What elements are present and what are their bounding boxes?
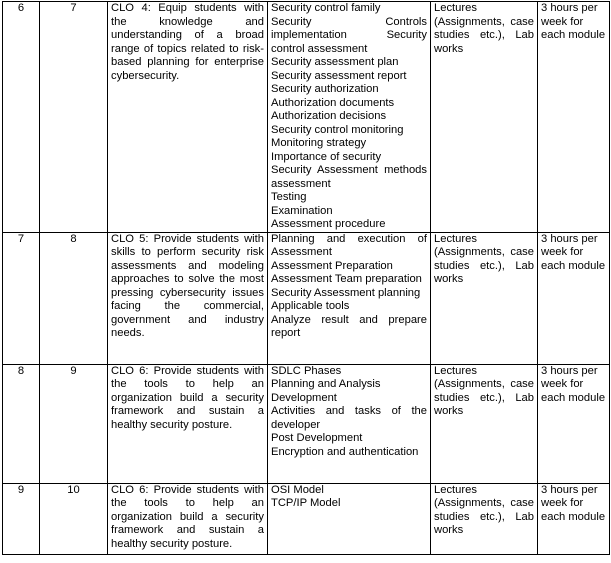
topic-item: Security Controls implementation Security control assessment: [271, 15, 427, 55]
topic-item: Assessment procedure: [271, 218, 386, 230]
topic-item: Analyze result and prepare report: [271, 313, 427, 339]
topic-item: Applicable tools: [271, 300, 350, 312]
clo-cell: CLO 4: Equip students with the knowledge and understanding of a broad range of topics related to risk-based planning for enterprise cybersecurity.: [108, 2, 268, 233]
table-row: [3, 364, 610, 483]
table-row: [3, 483, 610, 554]
week-cell: 8: [3, 364, 40, 483]
topic-item: TCP/IP Model: [271, 497, 341, 509]
topic-item: Security assessment report: [271, 69, 407, 82]
topic-item: Security control family: [271, 2, 381, 14]
topic-item: Post Development: [271, 432, 363, 444]
topic-item: Security control monitoring: [271, 123, 404, 136]
hours-cell: 3 hours per week for each module: [538, 232, 610, 364]
lecture-cell: 7: [40, 2, 108, 233]
clo-cell: CLO 5: Provide students with skills to perform security risk assessments and modeling approaches to solve the most pressing cybersecurity issues facing the commercial, government and industry needs.: [108, 232, 268, 364]
hours-cell: 3 hours per week for each module: [538, 364, 610, 483]
topics-cell: [268, 364, 431, 483]
topic-item: OSI Model: [271, 483, 324, 496]
teaching-method-cell: Lectures (Assignments, case studies etc.), Lab works: [431, 364, 538, 483]
hours-cell: 3 hours per week for each module: [538, 2, 610, 233]
teaching-method-cell: Lectures (Assignments, case studies etc.), Lab works: [431, 483, 538, 554]
topic-item: Activities and tasks of the developer: [271, 405, 427, 431]
topic-item: Examination: [271, 204, 333, 217]
topics-cell: [268, 483, 431, 554]
topic-item: Importance of security: [271, 150, 382, 163]
topic-item: Authorization documents: [271, 96, 395, 109]
teaching-method-cell: Lectures (Assignments, case studies etc.), Lab works: [431, 232, 538, 364]
topics-cell: [268, 2, 431, 233]
topic-item: Assessment Preparation: [271, 259, 393, 272]
teaching-method-cell: Lectures (Assignments, case studies etc.), Lab works: [431, 2, 538, 233]
table-row: [3, 2, 610, 233]
lecture-cell: 9: [40, 364, 108, 483]
topics-cell: [268, 232, 431, 364]
week-cell: 7: [3, 232, 40, 364]
clo-cell: CLO 6: Provide students with the tools to help an organization build a security framework and sustain a healthy security posture.: [108, 483, 268, 554]
lecture-cell: 10: [40, 483, 108, 554]
syllabus-table: [2, 1, 610, 555]
hours-cell: 3 hours per week for each module: [538, 483, 610, 554]
clo-cell: CLO 6: Provide students with the tools to help an organization build a security framework and sustain a healthy security posture.: [108, 364, 268, 483]
table-row: [3, 232, 610, 364]
topic-item: Security assessment plan: [271, 56, 399, 68]
topic-item: Security authorization: [271, 83, 379, 95]
topic-item: Development: [271, 391, 337, 404]
topic-item: Testing: [271, 191, 307, 203]
topic-item: SDLC Phases: [271, 364, 342, 377]
topic-item: Planning and Analysis: [271, 378, 381, 390]
topic-item: Authorization decisions: [271, 110, 387, 122]
week-cell: 9: [3, 483, 40, 554]
lecture-cell: 8: [40, 232, 108, 364]
topic-item: Assessment Team preparation: [271, 273, 422, 285]
topic-item: Security Assessment planning: [271, 286, 421, 299]
week-cell: 6: [3, 2, 40, 233]
topic-item: Encryption and authentication: [271, 445, 419, 458]
topic-item: Security Assessment methods assessment: [271, 164, 427, 190]
topic-item: Planning and execution of Assessment: [271, 232, 427, 258]
topic-item: Monitoring strategy: [271, 137, 367, 149]
